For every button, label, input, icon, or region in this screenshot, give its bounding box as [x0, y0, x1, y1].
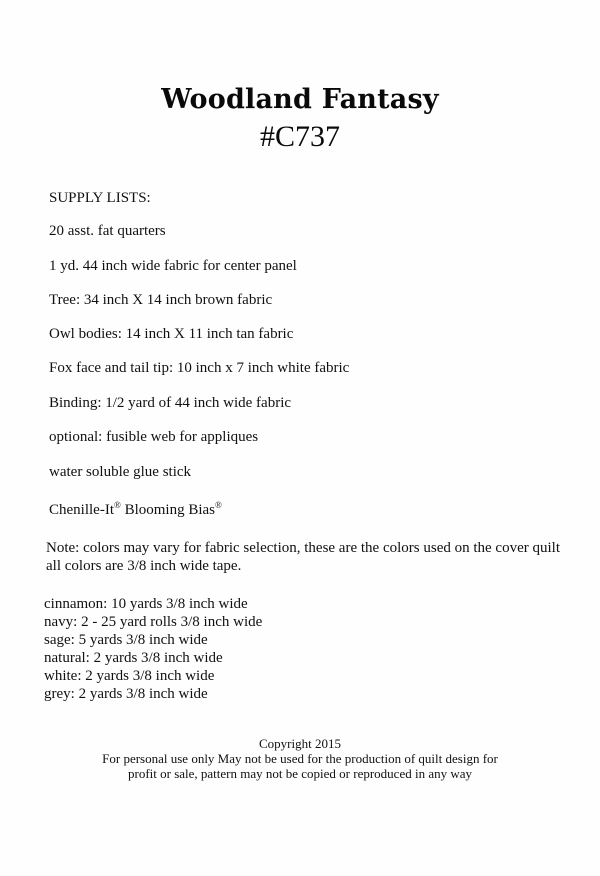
color-item: sage: 5 yards 3/8 inch wide [44, 632, 208, 648]
supply-item: 1 yd. 44 inch wide fabric for center panel [49, 258, 297, 274]
supply-item: Fox face and tail tip: 10 inch x 7 inch white fabric [49, 360, 350, 376]
color-item: natural: 2 yards 3/8 inch wide [44, 650, 223, 666]
chenille-supply [49, 500, 222, 519]
color-item: navy: 2 - 25 yard rolls 3/8 inch wide [44, 614, 263, 630]
registered-mark: ® [215, 500, 222, 510]
copyright-line: Copyright 2015 [259, 736, 341, 751]
supply-item: Tree: 34 inch X 14 inch brown fabric [49, 292, 273, 308]
usage-line-2: profit or sale, pattern may not be copied or reproduced in any way [127, 766, 473, 781]
chenille-product: Blooming Bias [120, 502, 216, 518]
color-list [44, 595, 262, 703]
color-item: cinnamon: 10 yards 3/8 inch wide [44, 596, 248, 612]
color-note: Note: colors may vary for fabric selection, these are the colors used on the cover quilt all colors are 3/8 inch wide tape. [46, 540, 560, 574]
pattern-code: #C737 [259, 120, 340, 153]
color-item: grey: 2 yards 3/8 inch wide [44, 686, 208, 702]
supply-item: water soluble glue stick [49, 464, 192, 480]
color-item: white: 2 yards 3/8 inch wide [44, 668, 215, 684]
supply-item: Binding: 1/2 yard of 44 inch wide fabric [49, 395, 292, 411]
supply-item: Owl bodies: 14 inch X 11 inch tan fabric [49, 326, 294, 342]
pattern-title: Woodland Fantasy [161, 84, 439, 115]
supply-item: 20 asst. fat quarters [49, 223, 166, 239]
supply-item: optional: fusible web for appliques [49, 429, 259, 445]
chenille-brand: Chenille-It [49, 502, 114, 518]
usage-line-1: For personal use only May not be used for the production of quilt design for [102, 751, 498, 766]
supply-heading: SUPPLY LISTS: [49, 190, 151, 206]
registered-mark: ® [113, 500, 121, 510]
copyright-footer [0, 736, 600, 781]
